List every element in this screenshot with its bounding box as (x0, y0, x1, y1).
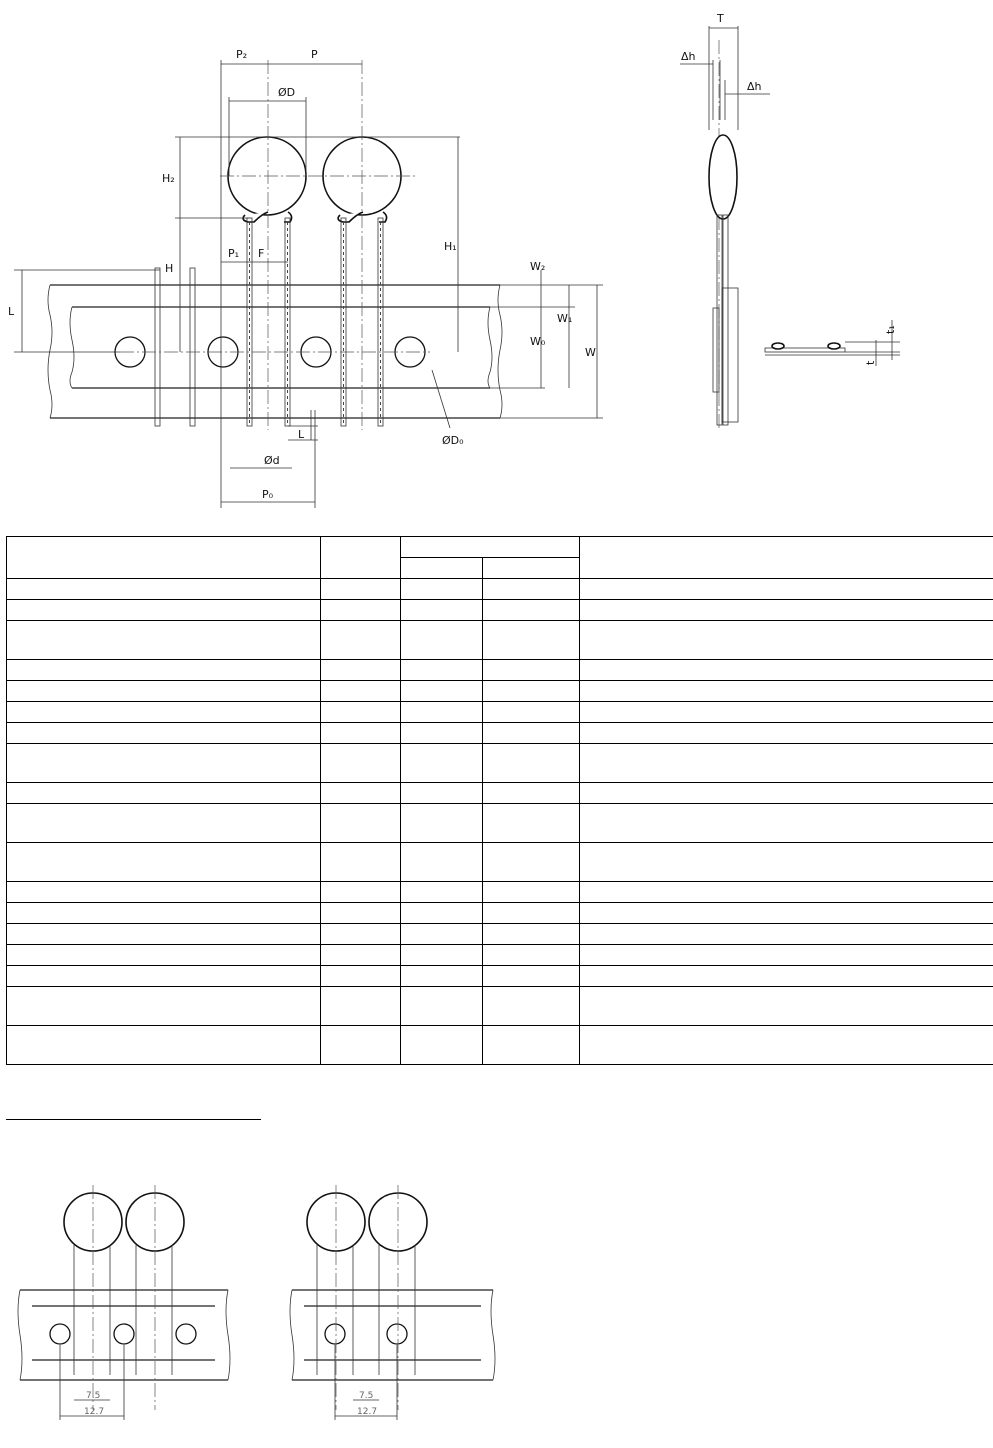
table-cell (401, 783, 483, 804)
table-cell (580, 882, 993, 903)
table-cell (483, 924, 580, 945)
tape-cross-section (765, 320, 900, 366)
table-cell (483, 804, 580, 843)
table-cell (401, 987, 483, 1026)
table-row (7, 924, 993, 945)
table-cell (321, 903, 401, 924)
bottom-drawing-right (290, 1185, 495, 1420)
label-p1: P₁ (228, 247, 240, 260)
table-cell (401, 924, 483, 945)
table-cell (7, 579, 321, 600)
label-p: P (311, 48, 318, 61)
table-cell (321, 621, 401, 660)
table-cell (321, 723, 401, 744)
table-cell (483, 945, 580, 966)
label-h1: H₁ (444, 240, 457, 253)
table-cell (580, 987, 993, 1026)
table-cell (580, 903, 993, 924)
spec-table-body (7, 537, 993, 1065)
table-row (7, 744, 993, 783)
label-h2: H₂ (162, 172, 175, 185)
table-row (7, 1026, 993, 1065)
table-cell (7, 924, 321, 945)
table-cell (7, 681, 321, 702)
table-row (7, 660, 993, 681)
header-cell-sub-b (483, 558, 580, 579)
table-cell (7, 966, 321, 987)
main-tape-drawing (8, 48, 603, 508)
table-cell (7, 804, 321, 843)
table-row (7, 579, 993, 600)
table-cell (321, 681, 401, 702)
table-cell (7, 1026, 321, 1065)
table-cell (483, 966, 580, 987)
table-cell (321, 579, 401, 600)
label-lead-dia: Ød (264, 454, 280, 467)
table-cell (483, 723, 580, 744)
label-h: H (165, 262, 174, 275)
table-cell (580, 723, 993, 744)
table-cell (401, 945, 483, 966)
table-row (7, 966, 993, 987)
label-hole-dia: ØD₀ (442, 434, 464, 447)
table-cell (580, 783, 993, 804)
spec-table (6, 536, 993, 1065)
table-cell (483, 621, 580, 660)
header-cell-sub-a (401, 558, 483, 579)
label-w1: W₁ (557, 312, 573, 325)
table-cell (321, 843, 401, 882)
table-cell (580, 660, 993, 681)
table-row (7, 987, 993, 1026)
table-cell (580, 621, 993, 660)
table-row (7, 843, 993, 882)
label-p0: P₀ (262, 488, 274, 501)
table-cell (7, 903, 321, 924)
table-cell (321, 783, 401, 804)
table-cell (401, 600, 483, 621)
header-cell-dimensions (401, 537, 580, 558)
table-cell (483, 783, 580, 804)
label-w0: W₀ (530, 335, 546, 348)
table-cell (7, 945, 321, 966)
header-cell-remarks (580, 537, 993, 579)
label-w: W (585, 346, 596, 359)
table-row (7, 621, 993, 660)
table-cell (7, 987, 321, 1026)
table-cell (580, 600, 993, 621)
table-cell (7, 600, 321, 621)
header-cell-item (7, 537, 321, 579)
table-cell (321, 1026, 401, 1065)
table-cell (483, 1026, 580, 1065)
table-cell (321, 660, 401, 681)
table-cell (580, 924, 993, 945)
table-cell (7, 621, 321, 660)
table-cell (321, 744, 401, 783)
table-cell (483, 660, 580, 681)
table-cell (483, 882, 580, 903)
table-cell (401, 843, 483, 882)
table-cell (321, 924, 401, 945)
header-cell-symbol (321, 537, 401, 579)
table-cell (483, 987, 580, 1026)
table-row (7, 804, 993, 843)
table-row (7, 702, 993, 723)
table-cell (580, 681, 993, 702)
table-cell (321, 600, 401, 621)
label-p2: P₂ (236, 48, 248, 61)
bottom-drawing-left (18, 1185, 230, 1420)
dim-7-5-right: 7.5 (359, 1391, 374, 1401)
table-cell (401, 579, 483, 600)
table-cell (401, 621, 483, 660)
side-view-drawing (680, 12, 770, 430)
table-cell (580, 702, 993, 723)
table-cell (401, 966, 483, 987)
label-l-cut: L (298, 428, 305, 441)
table-cell (321, 987, 401, 1026)
table-row (7, 945, 993, 966)
table-cell (483, 681, 580, 702)
table-cell (401, 744, 483, 783)
table-cell (7, 702, 321, 723)
table-cell (401, 1026, 483, 1065)
table-row (7, 882, 993, 903)
table-cell (580, 579, 993, 600)
dim-12-7-right: 12.7 (357, 1407, 378, 1417)
table-cell (321, 804, 401, 843)
section-rule (6, 1119, 261, 1120)
table-cell (401, 702, 483, 723)
table-cell (580, 945, 993, 966)
table-cell (483, 744, 580, 783)
table-cell (580, 843, 993, 882)
table-cell (401, 903, 483, 924)
table-cell (7, 882, 321, 903)
label-diameter-d: ØD (278, 86, 296, 99)
disc-component (228, 137, 306, 426)
label-t: T (717, 12, 724, 25)
table-cell (7, 744, 321, 783)
table-cell (401, 681, 483, 702)
table-cell (7, 843, 321, 882)
table-cell (580, 966, 993, 987)
label-w2: W₂ (530, 260, 546, 273)
table-cell (321, 966, 401, 987)
table-cell (321, 702, 401, 723)
table-cell (580, 1026, 993, 1065)
table-cell (321, 945, 401, 966)
table-cell (580, 804, 993, 843)
label-dh-right: Δh (747, 80, 762, 93)
label-f: F (258, 247, 265, 260)
label-l: L (8, 305, 15, 318)
table-cell (7, 660, 321, 681)
table-cell (401, 882, 483, 903)
dim-12-7-left: 12.7 (84, 1407, 105, 1417)
table-cell (321, 882, 401, 903)
table-cell (7, 723, 321, 744)
table-cell (401, 723, 483, 744)
table-row (7, 723, 993, 744)
table-row (7, 681, 993, 702)
table-row (7, 783, 993, 804)
table-cell (483, 600, 580, 621)
label-t1: t₁ (884, 325, 897, 334)
table-cell (7, 783, 321, 804)
table-cell (483, 579, 580, 600)
table-cell (401, 804, 483, 843)
table-cell (483, 702, 580, 723)
table-cell (483, 843, 580, 882)
table-row (7, 903, 993, 924)
table-cell (483, 903, 580, 924)
table-cell (401, 660, 483, 681)
dim-7-5-left: 7.5 (86, 1391, 101, 1401)
table-cell (580, 744, 993, 783)
label-t-small: t (864, 360, 877, 365)
table-row (7, 600, 993, 621)
label-dh-left: Δh (681, 50, 696, 63)
